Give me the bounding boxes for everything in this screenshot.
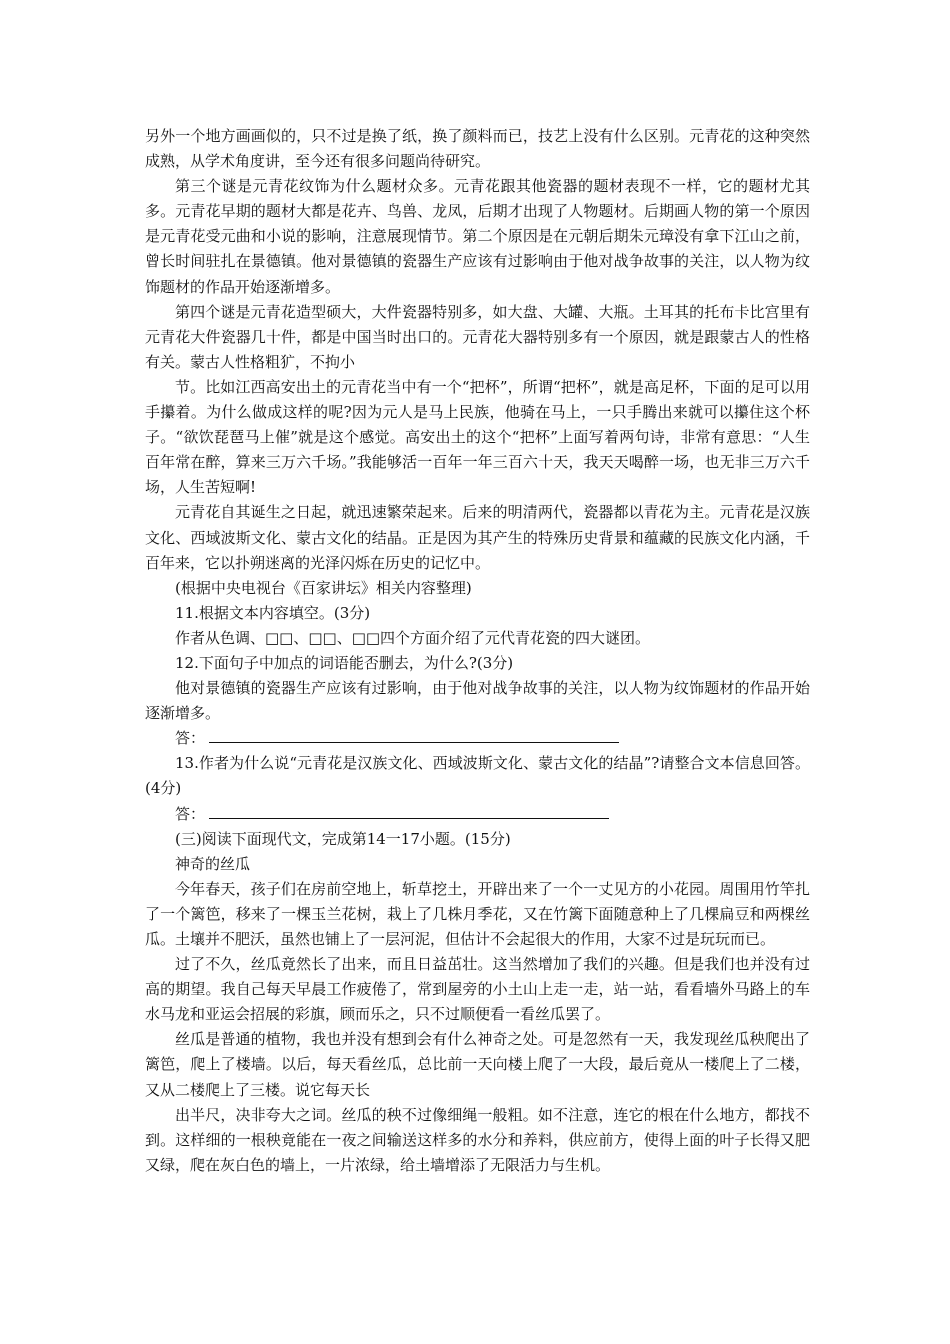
answer-blank-line[interactable]: [209, 728, 619, 743]
paragraph-text: 第三个谜是元青花纹饰为什么题材众多。元青花跟其他瓷器的题材表现不一样，它的题材尤其多。元青花早期的题材大都是花卉、鸟兽、龙凤，后期才出现了人物题材。后期画人物的第一个原因是元青花受元曲和小说的影响，注意展现情节。第二个原因是在元朝后期朱元璋没有拿下江山之前，曾长时间驻扎在景德镇。他对景德镇的瓷器生产应该有过影响由于他对战争故事的关注，以人物为纹饰题材的作品开始逐渐增多。: [145, 177, 810, 296]
document-page: [145, 124, 810, 1178]
answer-row-12: [145, 726, 810, 751]
paragraph-text: 出半尺，决非夸大之词。丝瓜的秧不过像细绳一般粗。如不注意，连它的根在什么地方，都找不到。这样细的一根秧竟能在一夜之间输送这样多的水分和养料，供应前方，使得上面的叶子长得又肥又绿，爬在灰白色的墙上，一片浓绿，给土墙增添了无限活力与生机。: [145, 1105, 810, 1174]
question-12: 12.下面句子中加点的词语能否删去，为什么?(3分): [175, 653, 514, 672]
paragraph-text: 今年春天，孩子们在房前空地上，斩草挖土，开辟出来了一个一丈见方的小花园。周围用竹竿扎了一个篱笆，移来了一棵玉兰花树，栽上了几株月季花，又在竹篱下面随意种上了几棵扁豆和两棵丝瓜。土壤并不肥沃，虽然也铺上了一层河泥，但估计不会起很大的作用，大家不过是玩玩而已。: [145, 879, 810, 948]
question-11-prompt: 作者从色调、□□、□□、□□四个方面介绍了元代青花瓷的四大谜团。: [175, 628, 651, 647]
paragraph-text: 节。比如江西高安出土的元青花当中有一个“把杯”，所谓“把杯”，就是高足杯，下面的足可以用手攥着。为什么做成这样的呢?因为元人是马上民族，他骑在马上，一只手腾出来就可以攥住这个杯子。“欲饮琵琶马上催”就是这个感觉。高安出土的这个“把杯”上面写着两句诗，非常有意思：“人生百年常在醉，算来三万六千场。”我能够活一百年一年三百六十天，我天天喝醉一场，也无非三万六千场，人生苦短啊!: [145, 377, 810, 497]
answer-blank-line[interactable]: [209, 804, 609, 819]
article-title: 神奇的丝瓜: [175, 854, 251, 873]
answer-row-13: [145, 802, 810, 827]
question-11: 11.根据文本内容填空。(3分): [175, 603, 371, 622]
paragraph-text: 另外一个地方画画似的，只不过是换了纸，换了颜料而已，技艺上没有什么区别。元青花的这种突然成熟，从学术角度讲，至今还有很多问题尚待研究。: [145, 127, 810, 171]
question-12-sentence: 他对景德镇的瓷器生产应该有过影响，由于他对战争故事的关注，以人物为纹饰题材的作品开始逐渐增多。: [145, 679, 810, 723]
answer-label: 答：: [175, 804, 206, 823]
section-heading: (三)阅读下面现代文，完成第14一17小题。(15分): [175, 829, 511, 848]
paragraph-text: 过了不久，丝瓜竟然长了出来，而且日益茁壮。这当然增加了我们的兴趣。但是我们也并没有过高的期望。我自己每天早晨工作疲倦了，常到屋旁的小土山上走一走，站一站，看看墙外马路上的车水马龙和亚运会招展的彩旗，顾而乐之，只不过顺便看一看丝瓜罢了。: [145, 955, 810, 1024]
question-13: 13.作者为什么说“元青花是汉族文化、西域波斯文化、蒙古文化的结晶”?请整合文本信息回答。(4分): [145, 754, 810, 798]
paragraph-text: 第四个谜是元青花造型硕大，大件瓷器特别多，如大盘、大罐、大瓶。土耳其的托布卡比宫里有元青花大件瓷器几十件，都是中国当时出口的。元青花大器特别多有一个原因，就是跟蒙古人的性格有关。蒙古人性格粗犷，不拘小: [145, 302, 810, 371]
paragraph-text: 元青花自其诞生之日起，就迅速繁荣起来。后来的明清两代，瓷器都以青花为主。元青花是汉族文化、西域波斯文化、蒙古文化的结晶。正是因为其产生的特殊历史背景和蕴藏的民族文化内涵，千百年来，它以扑朔迷离的光泽闪烁在历史的记忆中。: [145, 503, 810, 572]
answer-label: 答：: [175, 729, 206, 748]
source-note: (根据中央电视台《百家讲坛》相关内容整理): [175, 578, 472, 597]
paragraph-text: 丝瓜是普通的植物，我也并没有想到会有什么神奇之处。可是忽然有一天，我发现丝瓜秧爬出了篱笆，爬上了楼墙。以后，每天看丝瓜，总比前一天向楼上爬了一大段，最后竟从一楼爬上了二楼，又从二楼爬上了三楼。说它每天长: [145, 1030, 810, 1099]
